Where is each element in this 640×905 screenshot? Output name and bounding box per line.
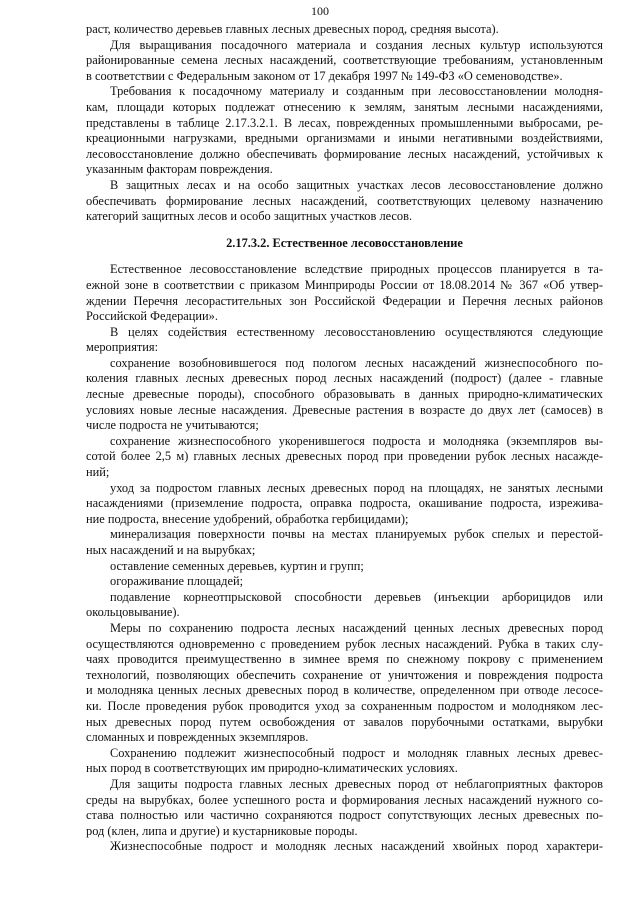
paragraph [86,325,603,356]
text-line: в соответствии с Федеральным законом от 17 декабря 1997 № 149-ФЗ «О семеноводстве». [86,68,563,83]
paragraph [86,839,603,855]
text-line: ние подроста, внесение удобрений, обработка гербицидами); [86,511,409,526]
text-line: Меры по сохранению подроста лесных насаждений ценных лесных древесных пород [110,620,603,635]
text-line: уход за подростом главных лесных древесных пород на площадях, не занятых лесными [110,480,603,495]
text-line: кам, площади которых подлежат отнесению к землям, занятым лесными насаждениями, [86,99,603,114]
text-line: условиях новые лесные насаждения. Древесные растения в возрасте до двух лет (самосев) в [86,402,603,417]
paragraph [86,22,603,38]
paragraph [86,356,603,434]
paragraph [86,262,603,324]
text-line: род (клен, липа и другие) и кустарниковые породы. [86,823,358,838]
text-line: Для выращивания посадочного материала и создания лесных культур используются [110,37,603,52]
text-line: ки. После проведения рубок проводится уход за сохраненным подростом и молодняком лес- [86,698,603,713]
text-block-top [86,22,603,225]
text-line: ных насаждений и на вырубках; [86,543,256,557]
paragraph [86,84,603,178]
page-number: 100 [311,4,329,18]
text-line: Естественное лесовосстановление вследствие природных процессов планируется в та- [110,262,603,277]
text-line: технологий, позволяющих обеспечить сохранение от уничтожения и повреждения подроста [86,667,603,682]
text-line: осуществляются одновременно с проведением рубок лесных насаждений. Рубка в таких слу- [86,636,603,651]
text-line: Жизнеспособные подрост и молодняк лесных насаждений хвойных пород характери- [110,839,603,854]
paragraph [86,574,603,590]
text-line: Для защиты подроста главных лесных древесных пород от неблагоприятных факторов [110,776,603,791]
page-body [86,22,603,855]
section-heading: 2.17.3.2. Естественное лесовосстановление [226,235,463,250]
text-line: Российской Федерации». [86,309,218,324]
text-line: представлены в таблице 2.17.3.2.1. В лесах, поврежденных промышленными выбросами, ре- [86,115,603,130]
text-line: Сохранению подлежит жизнеспособный подрост и молодняк главных лесных древес- [110,745,603,760]
paragraph [86,481,603,528]
text-line: категорий защитных лесов и особо защитных участков лесов. [86,209,413,224]
text-line: подавление корнеотпрысковой способности деревьев (инъекции арборицидов или [110,589,603,604]
text-line: чаях проводится преимущественно в зимнее время по снежному покрову с применением [86,652,603,667]
text-line: сотой более 2,5 м) главных лесных древесных пород при проведении рубок лесных насажде- [86,449,603,464]
text-line: оставление семенных деревьев, куртин и групп; [110,558,364,573]
paragraph [86,559,603,575]
paragraph [86,777,603,839]
paragraph [86,621,603,746]
text-line: В целях содействия естественному лесовосстановлению осуществляются следующие [110,324,603,339]
text-line: мероприятия: [86,340,159,355]
text-line: среды на вырубках, более успешного роста и формирования лесных насаждений нужного со- [86,792,603,807]
text-line: сохранение жизнеспособного укоренившегося подроста и молодняка (экземпляров вы- [110,433,603,448]
text-line: Требования к посадочному материалу и созданным при лесовосстановлении молодня- [110,84,603,99]
text-line: насаждениями (приземление подроста, оправка подроста, окашивание подроста, изрежива- [86,496,603,511]
text-block-bottom [86,262,603,855]
text-line: сломанных и поврежденных экземпляров. [86,730,309,745]
text-line: лесные древесные породы), способного образовывать в данных природно-климатических [86,387,603,402]
text-line: ний; [86,465,110,480]
text-line: лесовосстановление должно обеспечивать формирование лесных насаждений, устойчивых к [86,146,603,161]
text-line: раст, количество деревьев главных лесных древесных пород, средняя высота). [86,22,499,36]
paragraph [86,434,603,481]
text-line: сохранение возобновившегося под пологом лесных насаждений жизнеспособного по- [110,355,603,370]
text-line: ежной зоне в соответствии с приказом Минприроды России от 18.08.2014 № 367 «Об утвер- [86,277,603,292]
paragraph [86,746,603,777]
text-line: ных пород в соответствующих им природно-климатических условиях. [86,761,458,776]
text-line: креационными нагрузками, вредными организмами и иными негативными воздействиями, [86,131,603,146]
text-line: обеспечивать формирование лесных насаждений, соответствующих целевому назначению [86,193,603,208]
text-line: В защитных лесах и на особо защитных участках лесов лесовосстановление должно [110,177,603,192]
text-line: коления главных лесных древесных пород лесных насаждений (подрост) (далее - главные [86,371,603,386]
text-line: минерализация поверхности почвы на местах планируемых рубок спелых и перестой- [110,527,603,542]
text-line: става полностью или частично сохраняются подрост сопутствующих лесных древесных по- [86,808,603,823]
text-line: числе подроста не учитываются; [86,418,259,433]
text-line: огораживание площадей; [110,574,244,589]
paragraph [86,38,603,85]
paragraph [86,527,603,558]
text-line: ждении Перечня лесорастительных зон Российской Федерации и Перечня лесных районов [86,293,603,308]
text-line: окольцовывание). [86,605,180,620]
text-line: указанным факторам повреждения. [86,162,273,177]
text-line: ных древесных пород путем освобождения от завалов порубочными остатками, вырубки [86,714,603,729]
paragraph [86,590,603,621]
text-line: районированные семена лесных насаждений, соответствующие требованиям, установленным [86,53,603,68]
text-line: и молодняка ценных лесных древесных пород в количестве, определенном при отводе лесосе- [86,683,603,698]
paragraph [86,178,603,225]
